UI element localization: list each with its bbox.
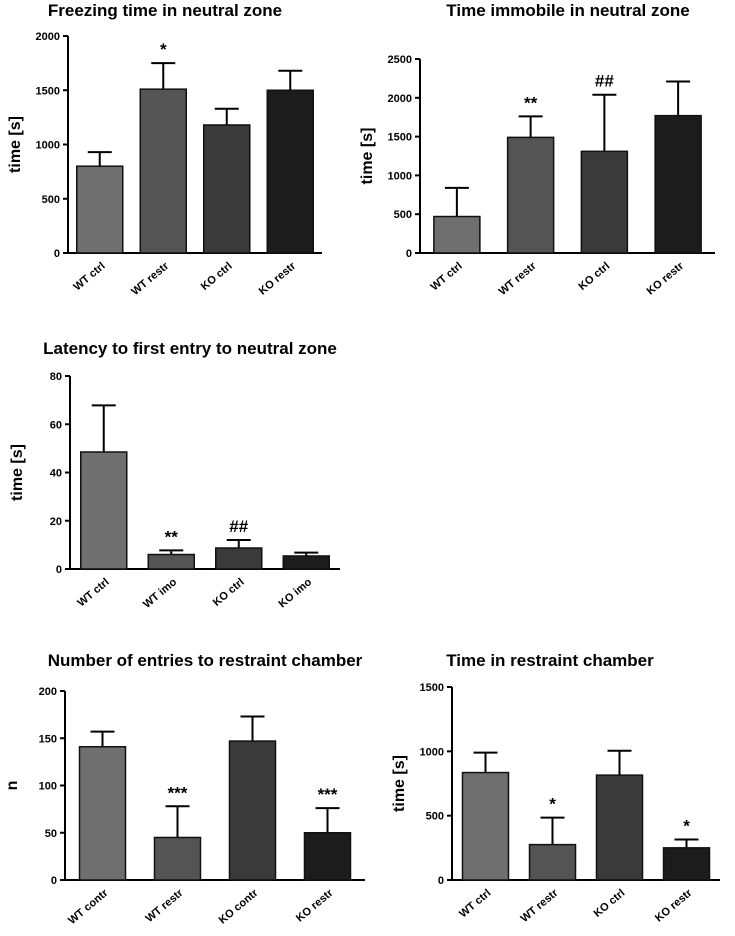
- y-tick-label: 1000: [35, 139, 60, 152]
- x-tick-label: WT ctrl: [75, 576, 112, 610]
- x-tick-label: KO ctrl: [198, 260, 235, 293]
- y-tick-label: 1500: [387, 131, 412, 144]
- x-tick-label: WT ctrl: [71, 260, 108, 294]
- bar-1: [77, 166, 123, 253]
- significance-marker: **: [164, 527, 178, 547]
- significance-marker: *: [683, 816, 690, 836]
- x-tick-label: WT contr: [66, 887, 111, 927]
- bar-4: [664, 848, 710, 880]
- y-axis-label: time [s]: [9, 444, 26, 501]
- x-tick-label: KO contr: [216, 887, 261, 927]
- x-tick-label: WT imo: [141, 576, 180, 611]
- significance-marker: ##: [229, 517, 249, 537]
- chart-freezing-time: [0, 0, 340, 310]
- y-tick-label: 1000: [387, 170, 412, 183]
- bar-2: [155, 837, 201, 880]
- y-axis-label: time [s]: [359, 127, 376, 185]
- significance-marker: *: [159, 40, 167, 60]
- bar-1: [80, 747, 126, 880]
- chart-title: Number of entries to restraint chamber: [47, 651, 363, 670]
- chart-time-restraint: [390, 640, 735, 936]
- y-axis-label: time [s]: [391, 755, 408, 812]
- x-tick-label: WT restr: [129, 260, 172, 298]
- y-tick-label: 1500: [419, 682, 444, 694]
- x-tick-label: KO imo: [276, 576, 315, 611]
- chart-title: Latency to first entry to neutral zone: [43, 339, 337, 358]
- bar-3: [581, 151, 627, 253]
- x-tick-label: WT restr: [518, 887, 561, 925]
- y-axis-label: time [s]: [7, 116, 24, 173]
- bar-2: [530, 845, 576, 880]
- y-tick-label: 20: [49, 515, 62, 528]
- bar-1: [81, 452, 127, 569]
- y-tick-label: 500: [425, 810, 444, 823]
- y-tick-label: 2500: [387, 54, 412, 66]
- chart-time-restraint-svg: [390, 640, 735, 936]
- bar-1: [463, 773, 509, 880]
- chart-freezing-time-svg: [0, 0, 340, 310]
- x-tick-label: KO restr: [644, 260, 687, 298]
- y-tick-label: 60: [49, 419, 62, 432]
- x-tick-label: KO restr: [256, 260, 299, 298]
- bar-2: [508, 137, 554, 253]
- chart-title: Freezing time in neutral zone: [47, 1, 283, 20]
- y-tick-label: 500: [41, 193, 60, 206]
- y-tick-label: 100: [38, 780, 57, 793]
- bar-3: [597, 775, 643, 880]
- chart-title: Time immobile in neutral zone: [446, 1, 690, 20]
- y-axis-label: n: [4, 780, 21, 791]
- y-tick-label: 80: [49, 371, 62, 383]
- significance-marker: ***: [167, 783, 188, 803]
- bar-2: [140, 89, 186, 253]
- y-tick-label: 500: [393, 209, 412, 222]
- chart-latency-first-entry: [0, 330, 390, 630]
- x-tick-label: KO restr: [293, 887, 336, 925]
- y-tick-label: 40: [49, 467, 62, 480]
- bar-1: [434, 217, 480, 253]
- bar-4: [267, 90, 313, 253]
- y-tick-label: 0: [53, 248, 60, 260]
- y-tick-label: 0: [55, 564, 62, 576]
- significance-marker: ***: [317, 785, 338, 805]
- y-tick-label: 1500: [35, 85, 60, 98]
- y-tick-label: 2000: [35, 31, 60, 43]
- y-tick-label: 200: [38, 686, 57, 698]
- x-tick-label: WT ctrl: [428, 260, 465, 294]
- y-tick-label: 0: [405, 248, 412, 260]
- x-tick-label: WT restr: [143, 887, 186, 925]
- chart-title: Time in restraint chamber: [446, 651, 654, 670]
- bar-3: [216, 548, 262, 569]
- significance-marker: **: [524, 93, 538, 113]
- bar-3: [230, 741, 276, 880]
- chart-entries-svg: [0, 640, 390, 936]
- x-tick-label: WT restr: [496, 260, 539, 298]
- chart-time-immobile: [360, 0, 735, 310]
- bar-4: [283, 556, 329, 569]
- x-tick-label: KO ctrl: [576, 260, 613, 293]
- y-tick-label: 0: [50, 875, 57, 887]
- chart-entries-restraint: [0, 640, 390, 936]
- x-tick-label: WT ctrl: [457, 887, 494, 921]
- bar-4: [655, 116, 701, 253]
- chart-latency-svg: [0, 330, 390, 630]
- y-tick-label: 0: [437, 875, 444, 887]
- bar-2: [148, 555, 194, 569]
- x-tick-label: KO ctrl: [210, 576, 247, 609]
- y-tick-label: 2000: [387, 92, 412, 105]
- x-tick-label: KO restr: [652, 887, 695, 925]
- bar-4: [305, 833, 351, 880]
- bar-3: [204, 125, 250, 253]
- y-tick-label: 1000: [419, 746, 444, 759]
- chart-time-immobile-svg: [360, 0, 735, 310]
- y-tick-label: 50: [44, 827, 57, 840]
- x-tick-label: KO ctrl: [591, 887, 628, 920]
- y-tick-label: 150: [38, 733, 57, 746]
- significance-marker: ##: [594, 71, 614, 91]
- significance-marker: *: [549, 794, 556, 814]
